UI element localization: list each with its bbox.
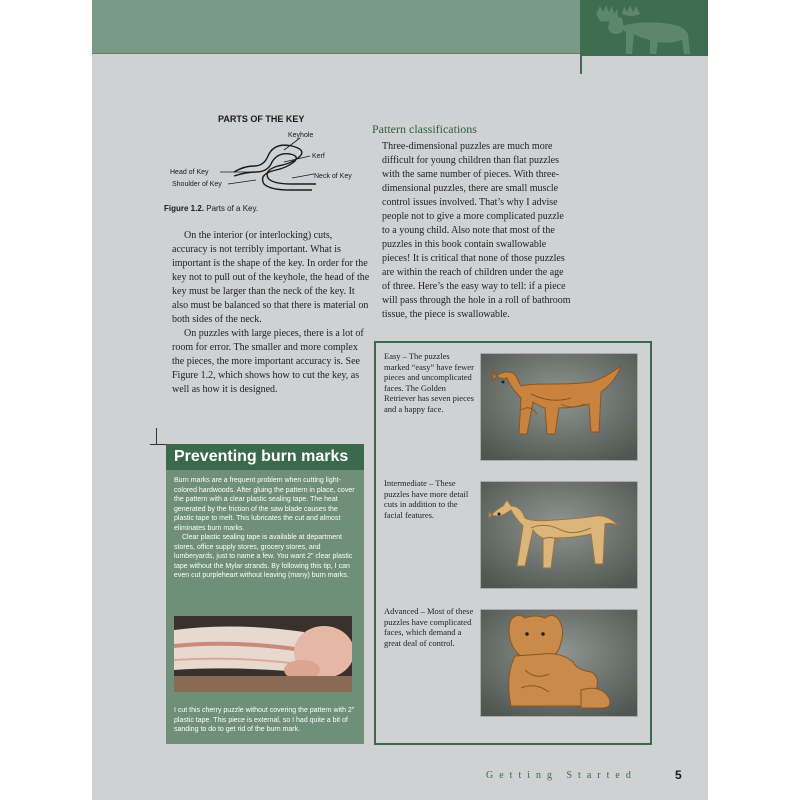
left-column [172, 229, 370, 397]
keyhole-label: Keyhole [288, 132, 314, 139]
figure-caption-text: Parts of a Key. [204, 204, 259, 213]
header-corner-rule-vertical [580, 0, 582, 74]
section-heading: Pattern classifications [372, 122, 477, 136]
header-corner-block [580, 0, 708, 54]
left-paragraph-1: On the interior (or interlocking) cuts, accuracy is not terribly important. What is important is the shape of the key. In order for the key not to pull out of the keyhole, the head of the key must be larger than the neck of the key. It also must be balanced so that there is material on both sides of the neck. [172, 230, 370, 325]
figure-title: PARTS OF THE KEY [218, 114, 305, 124]
page-number: 5 [675, 768, 682, 782]
cherry-puzzle-burn-photo [174, 616, 352, 692]
left-paragraph-2: On puzzles with large pieces, there is a lot of room for error. The smaller and more complex the pieces, the more important accuracy is. See Figure 1.2, which shows how to cut the key, as well as how it is designed. [172, 328, 364, 395]
book-page [92, 0, 708, 800]
sidebar-box [166, 444, 364, 744]
classification-box [374, 341, 652, 745]
sidebar-body [166, 470, 364, 581]
horse-puzzle-photo [481, 482, 638, 589]
sidebar-title: Preventing burn marks [166, 444, 364, 470]
kerf-label: Kerf [312, 153, 325, 160]
right-column [382, 140, 574, 322]
class-advanced-photo [480, 609, 638, 717]
sidebar-paragraph-2: Clear plastic sealing tape is available at department stores, office supply stores, grocery stores, and lumberyards, just to name a few. You want 2" clear plastic tape without the Mylar strands. By following this tip, I can even cut purpleheart without leaving (many) burn marks. [174, 534, 353, 579]
key-cut-line [234, 145, 316, 184]
moose-silhouette-icon [582, 0, 706, 54]
golden-retriever-puzzle-photo [481, 354, 638, 461]
class-easy-text: Easy – The puzzles marked “easy” have fewer pieces and uncomplicated faces. The Golden Retriever has seven pieces and a happy face. [384, 351, 474, 414]
class-advanced-text: Advanced – Most of these puzzles have complicated faces, which demand a great deal of control. [384, 606, 474, 648]
header-corner-rule [580, 54, 708, 56]
sidebar-paragraph-1: Burn marks are a frequent problem when cutting light-colored hardwoods. After gluing the pattern in place, cover the pattern with a clear plastic sealing tape. The heat generated by the friction of the saw blade causes the plastic tape to melt. This lubricates the cut and almost eliminates burn marks. [174, 477, 355, 532]
neck-label: Neck of Key [314, 173, 352, 180]
sidebar-photo-caption: I cut this cherry puzzle without covering the pattern with 2" plastic tape. This piece is external, so I had quite a bit of sanding to do to get rid of the burn mark. [174, 707, 355, 733]
head-label: Head of Key [170, 169, 209, 176]
shoulder-label: Shoulder of Key [172, 181, 222, 188]
figure-caption [164, 204, 364, 213]
sidebar-corner-rule [156, 428, 157, 444]
key-diagram [164, 126, 364, 198]
class-easy-photo [480, 353, 638, 461]
figure-caption-label: Figure 1.2. [164, 204, 205, 213]
persian-cat-puzzle-photo [481, 610, 638, 717]
right-paragraph: Three-dimensional puzzles are much more difficult for young children than flat puzzles with the same number of pieces. With three-dimensional puzzles, there are small muscle control issues involved. That’s why I advise people not to give a more complicated puzzle to a young child. Also note that most of the puzzles in this book contain swallowable pieces! It is critical that none of those puzzles are within the reach of children under the age of three. Here’s the easy way to tell: if a piece will pass through the hole in a roll of bathroom tissue, the piece is swallowable. [382, 141, 571, 320]
running-footer-title: Getting Started [486, 770, 637, 781]
sidebar-photo [174, 616, 352, 692]
class-intermediate-text: Intermediate – These puzzles have more detail cuts in addition to the facial features. [384, 478, 469, 520]
class-intermediate-photo [480, 481, 638, 589]
